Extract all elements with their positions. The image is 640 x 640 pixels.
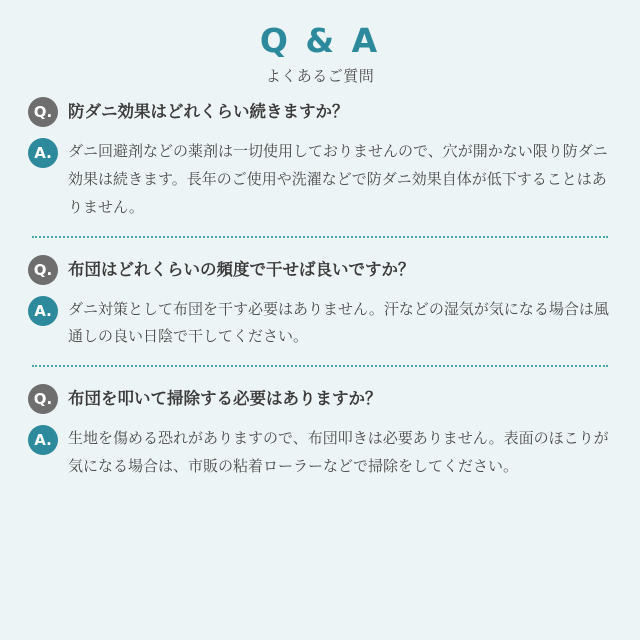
- answer-text: 生地を傷める恐れがありますので、布団叩きは必要ありません。表面のほこりが気になる場合は、市販の粘着ローラーなどで掃除をしてください。: [68, 430, 609, 475]
- page-subtitle: よくあるご質問: [265, 68, 375, 86]
- faq-item-2: [28, 254, 612, 352]
- question-row: [28, 96, 612, 127]
- faq-item-1: [28, 96, 612, 221]
- answer-row: [28, 424, 612, 481]
- answer-row: [28, 137, 612, 221]
- answer-badge-icon: A.: [28, 138, 58, 168]
- answer-badge-icon: A.: [28, 425, 58, 455]
- question-row: [28, 254, 612, 285]
- question-badge-icon: Q.: [28, 97, 58, 127]
- question-row: [28, 383, 612, 414]
- page-title: Q & A: [259, 21, 381, 60]
- divider: [32, 236, 608, 238]
- answer-text: ダニ対策として布団を干す必要はありません。汗などの湿気が気になる場合は風通しの良い日陰で干してください。: [68, 300, 609, 346]
- question-text: 布団はどれくらいの頻度で干せば良いですか？: [68, 260, 415, 279]
- faq-item-3: [28, 383, 612, 481]
- page-header: [18, 20, 622, 86]
- question-text: 防ダニ効果はどれくらい続きますか？: [68, 103, 349, 122]
- question-text: 布団を叩いて掃除する必要はありますか？: [68, 390, 382, 408]
- faq-list: [18, 96, 622, 480]
- question-badge-icon: Q.: [28, 255, 58, 285]
- answer-badge-icon: A.: [28, 296, 58, 326]
- divider: [32, 365, 608, 367]
- question-badge-icon: Q.: [28, 384, 58, 414]
- answer-row: [28, 295, 612, 352]
- answer-text: ダニ回避剤などの薬剤は一切使用しておりませんので、穴が開かない限り防ダニ効果は続きます。長年のご使用や洗濯などで防ダニ効果自体が低下することはありません。: [68, 143, 608, 216]
